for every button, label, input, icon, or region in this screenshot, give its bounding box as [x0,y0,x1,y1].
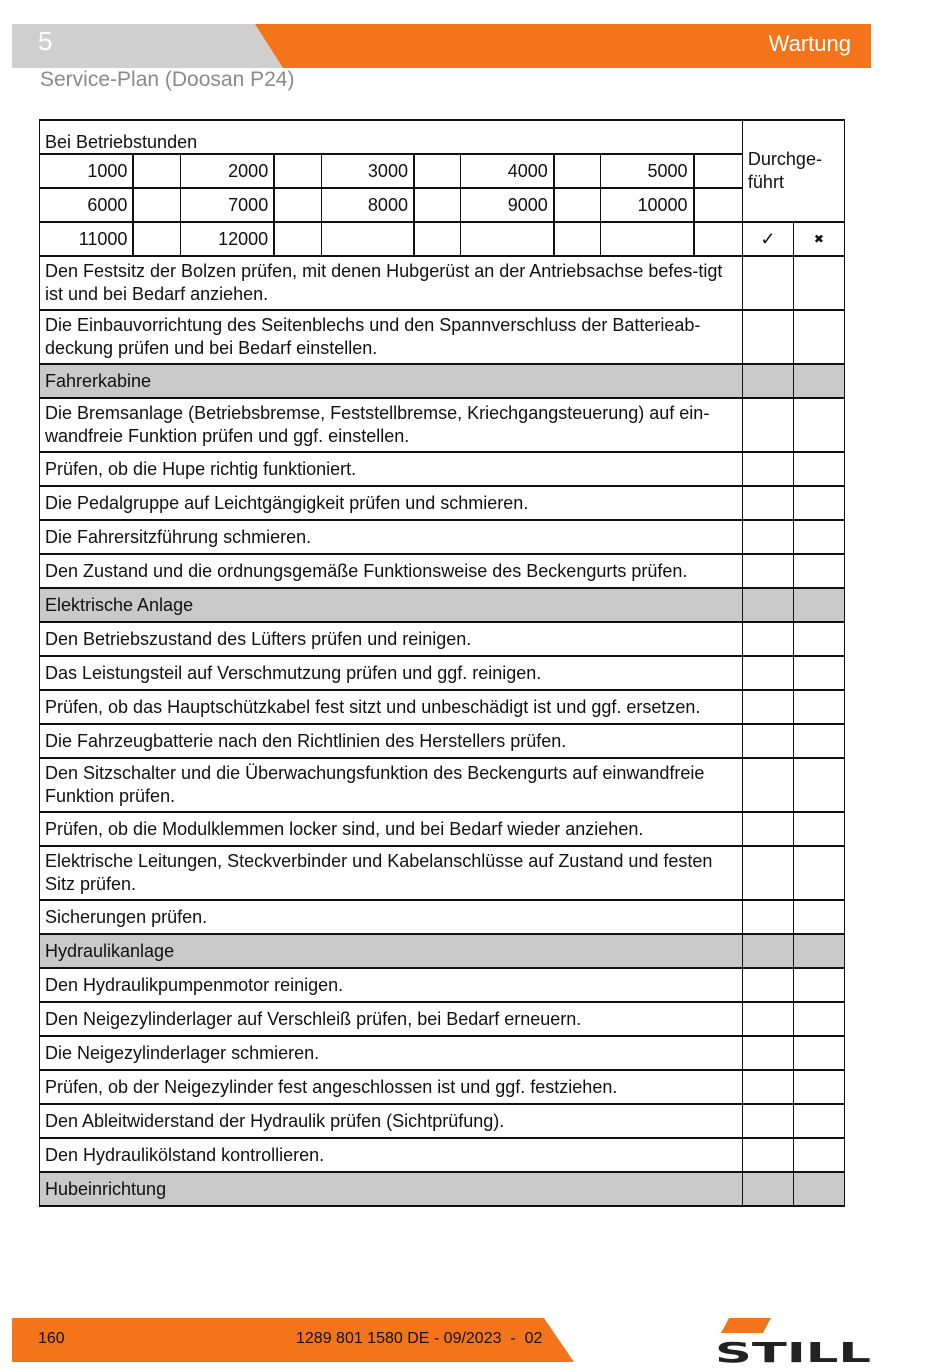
hours-value: 4000 [461,154,554,188]
section-heading: Hydraulikanlage [40,934,743,968]
done-check-cell[interactable] [742,656,793,690]
task-text: Den Betriebszustand des Lüfters prüfen und reinigen. [40,622,743,656]
hours-mark-cell[interactable] [554,154,601,188]
hours-mark-cell[interactable] [133,154,180,188]
task-row [40,520,845,554]
task-row [40,398,845,452]
task-row [40,1002,845,1036]
done-check-cell[interactable] [742,1104,793,1138]
done-check-cell[interactable] [742,554,793,588]
hours-mark-cell[interactable] [554,188,601,222]
task-text: Die Pedalgruppe auf Leichtgängigkeit prüfen und schmieren. [40,486,743,520]
task-row [40,256,845,310]
hours-value: 10000 [601,188,694,222]
done-check-cell[interactable] [742,1070,793,1104]
done-cross-cell [793,588,844,622]
done-cross-cell [793,364,844,398]
header-grey-band [12,24,302,68]
task-text: Prüfen, ob das Hauptschützkabel fest sitzt und unbeschädigt ist und ggf. ersetzen. [40,690,743,724]
hours-mark-cell[interactable] [694,222,743,256]
task-text: Den Festsitz der Bolzen prüfen, mit denen Hubgerüst an der Antriebsachse befes-tigt ist und bei Bedarf anziehen. [40,256,743,310]
task-row [40,1104,845,1138]
hours-mark-cell[interactable] [694,154,743,188]
task-text: Die Fahrzeugbatterie nach den Richtlinien des Herstellers prüfen. [40,724,743,758]
task-row [40,846,845,900]
task-text: Den Ableitwiderstand der Hydraulik prüfen (Sichtprüfung). [40,1104,743,1138]
page-title: Service-Plan (Doosan P24) [40,68,295,91]
hours-value: 1000 [40,154,134,188]
hours-mark-cell[interactable] [274,154,321,188]
task-row [40,1070,845,1104]
task-row [40,812,845,846]
done-check-cell [742,934,793,968]
done-cross-cell[interactable] [793,256,844,310]
done-cross-cell[interactable] [793,846,844,900]
hours-mark-cell[interactable] [414,222,461,256]
done-cross-cell[interactable] [793,1036,844,1070]
section-heading: Fahrerkabine [40,364,743,398]
done-cross-cell[interactable] [793,310,844,364]
task-row [40,656,845,690]
task-text: Prüfen, ob die Modulklemmen locker sind, und bei Bedarf wieder anziehen. [40,812,743,846]
done-cross-cell[interactable] [793,968,844,1002]
done-cross-cell[interactable] [793,690,844,724]
hours-value: 8000 [321,188,414,222]
document-number: 1289 801 1580 DE - 09/2023 - 02 [296,1330,543,1347]
done-cross-cell[interactable] [793,486,844,520]
hours-label: Bei Betriebstunden [40,120,743,154]
hours-value: 9000 [461,188,554,222]
done-check-cell[interactable] [742,452,793,486]
section-row [40,364,845,398]
task-row [40,968,845,1002]
task-text: Sicherungen prüfen. [40,900,743,934]
task-row [40,622,845,656]
done-cross-cell[interactable] [793,452,844,486]
done-check-cell[interactable] [742,622,793,656]
task-text: Die Einbauvorrichtung des Seitenblechs und den Spannverschluss der Batterieab-deckung prüfen und bei Bedarf einstellen. [40,310,743,364]
done-label: Durchge-führt [742,120,844,222]
section-heading: Elektrische Anlage [40,588,743,622]
page-number: 160 [38,1330,65,1347]
done-check-cell[interactable] [742,310,793,364]
done-cross-cell[interactable] [793,1070,844,1104]
hours-value: 3000 [321,154,414,188]
section-row [40,1172,845,1206]
task-row [40,1036,845,1070]
done-cross-cell[interactable] [793,520,844,554]
done-check-cell[interactable] [742,486,793,520]
task-text: Den Hydraulikpumpenmotor reinigen. [40,968,743,1002]
hours-value: 5000 [601,154,694,188]
done-check-cell[interactable] [742,1036,793,1070]
task-row [40,1138,845,1172]
done-check-cell[interactable] [742,256,793,310]
done-check-cell[interactable] [742,724,793,758]
done-check-cell[interactable] [742,398,793,452]
section-row [40,588,845,622]
hours-value [601,222,694,256]
done-cross-cell [793,1172,844,1206]
hours-mark-cell[interactable] [414,154,461,188]
done-check-cell[interactable] [742,1138,793,1172]
task-row [40,758,845,812]
done-check-cell[interactable] [742,900,793,934]
hours-mark-cell[interactable] [414,188,461,222]
section-row [40,934,845,968]
task-row [40,486,845,520]
task-text: Die Fahrersitzführung schmieren. [40,520,743,554]
check-icon: ✓ [742,222,793,256]
done-cross-cell[interactable] [793,398,844,452]
done-cross-cell[interactable] [793,1002,844,1036]
task-row [40,310,845,364]
done-cross-cell[interactable] [793,758,844,812]
hours-value: 2000 [180,154,274,188]
chapter-number: 5 [38,26,53,56]
task-row [40,690,845,724]
section-title: Wartung [768,31,851,56]
task-text: Die Bremsanlage (Betriebsbremse, Feststellbremse, Kriechgangsteuerung) auf ein-wandfreie Funktion prüfen und ggf. einstellen. [40,398,743,452]
done-check-cell[interactable] [742,690,793,724]
task-row [40,554,845,588]
section-heading: Hubeinrichtung [40,1172,743,1206]
task-text: Den Neigezylinderlager auf Verschleiß prüfen, bei Bedarf erneuern. [40,1002,743,1036]
done-cross-cell[interactable] [793,724,844,758]
done-check-cell[interactable] [742,520,793,554]
done-cross-cell[interactable] [793,812,844,846]
done-cross-cell[interactable] [793,656,844,690]
cross-icon: ✖ [793,222,844,256]
hours-value [461,222,554,256]
done-check-cell[interactable] [742,846,793,900]
task-text: Den Sitzschalter und die Überwachungsfunktion des Beckengurts auf einwandfreie Funktion prüfen. [40,758,743,812]
task-text: Den Zustand und die ordnungsgemäße Funktionsweise des Beckengurts prüfen. [40,554,743,588]
done-cross-cell[interactable] [793,1104,844,1138]
hours-mark-cell[interactable] [554,222,601,256]
task-row [40,900,845,934]
hours-mark-cell[interactable] [274,222,321,256]
task-text: Den Hydraulikölstand kontrollieren. [40,1138,743,1172]
svg-text:STILL: STILL [715,1336,872,1364]
done-cross-cell[interactable] [793,622,844,656]
service-plan-table [39,119,845,1207]
done-cross-cell[interactable] [793,554,844,588]
done-cross-cell[interactable] [793,900,844,934]
done-cross-cell [793,934,844,968]
hours-value: 7000 [180,188,274,222]
hours-value: 12000 [180,222,274,256]
done-check-cell [742,364,793,398]
task-text: Elektrische Leitungen, Steckverbinder und Kabelanschlüsse auf Zustand und festen Sitz prüfen. [40,846,743,900]
done-check-cell[interactable] [742,968,793,1002]
hours-mark-cell[interactable] [133,188,180,222]
hours-mark-cell[interactable] [694,188,743,222]
hours-value [321,222,414,256]
done-check-cell [742,1172,793,1206]
hours-value: 11000 [40,222,134,256]
task-row [40,724,845,758]
task-row [40,452,845,486]
hours-mark-cell[interactable] [133,222,180,256]
done-cross-cell[interactable] [793,1138,844,1172]
task-text: Prüfen, ob der Neigezylinder fest angeschlossen ist und ggf. festziehen. [40,1070,743,1104]
hours-mark-cell[interactable] [274,188,321,222]
task-text: Prüfen, ob die Hupe richtig funktioniert. [40,452,743,486]
still-logo [713,1318,873,1364]
task-text: Die Neigezylinderlager schmieren. [40,1036,743,1070]
done-check-cell[interactable] [742,812,793,846]
hours-value: 6000 [40,188,134,222]
done-check-cell [742,588,793,622]
task-text: Das Leistungsteil auf Verschmutzung prüfen und ggf. reinigen. [40,656,743,690]
done-check-cell[interactable] [742,758,793,812]
done-check-cell[interactable] [742,1002,793,1036]
